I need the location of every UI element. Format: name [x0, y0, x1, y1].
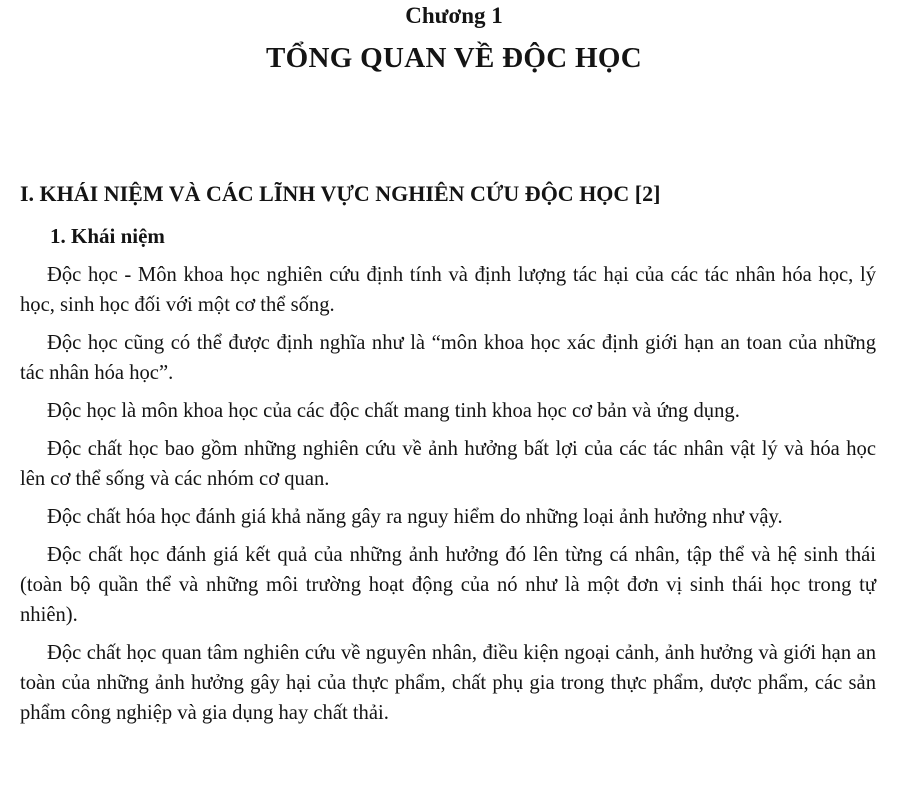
- paragraph: Độc chất hóa học đánh giá khả năng gây ra nguy hiểm do những loại ảnh hưởng như vậy.: [47, 506, 783, 528]
- subsection-heading: 1. Khái niệm: [50, 224, 165, 248]
- paragraph: Độc chất học đánh giá kết quả của những ảnh hưởng đó lên từng cá nhân, tập thể và hệ sinh thái (toàn bộ quần thể và những môi trường hoạt động của nó như là một đơn vị sinh thái học trong tự nhiên).: [20, 544, 876, 626]
- paragraph: Độc học - Môn khoa học nghiên cứu định tính và định lượng tác hại của các tác nhân hóa học, lý học, sinh học đối với một cơ thể sống.: [20, 264, 876, 316]
- chapter-label: Chương 1: [405, 3, 503, 28]
- paragraph: Độc chất học bao gồm những nghiên cứu về ảnh hưởng bất lợi của các tác nhân vật lý và hóa học lên cơ thể sống và các nhóm cơ quan.: [20, 438, 876, 490]
- document-page: [0, 2, 900, 802]
- section-heading: I. KHÁI NIỆM VÀ CÁC LĨNH VỰC NGHIÊN CỨU ĐỘC HỌC [2]: [20, 181, 661, 206]
- chapter-title: TỔNG QUAN VỀ ĐỘC HỌC: [265, 42, 643, 74]
- paragraph: Độc chất học quan tâm nghiên cứu về nguyên nhân, điều kiện ngoại cảnh, ảnh hưởng và giới hạn an toàn của những ảnh hưởng gây hại của thực phẩm, chất phụ gia trong thực phẩm, dược phẩm, các sản phẩm công nghiệp và gia dụng hay chất thải.: [20, 642, 876, 724]
- paragraph: Độc học là môn khoa học của các độc chất mang tinh khoa học cơ bản và ứng dụng.: [47, 400, 740, 422]
- body-text: [20, 260, 876, 728]
- paragraph: Độc học cũng có thể được định nghĩa như là “môn khoa học xác định giới hạn an toan của những tác nhân hóa học”.: [20, 332, 876, 384]
